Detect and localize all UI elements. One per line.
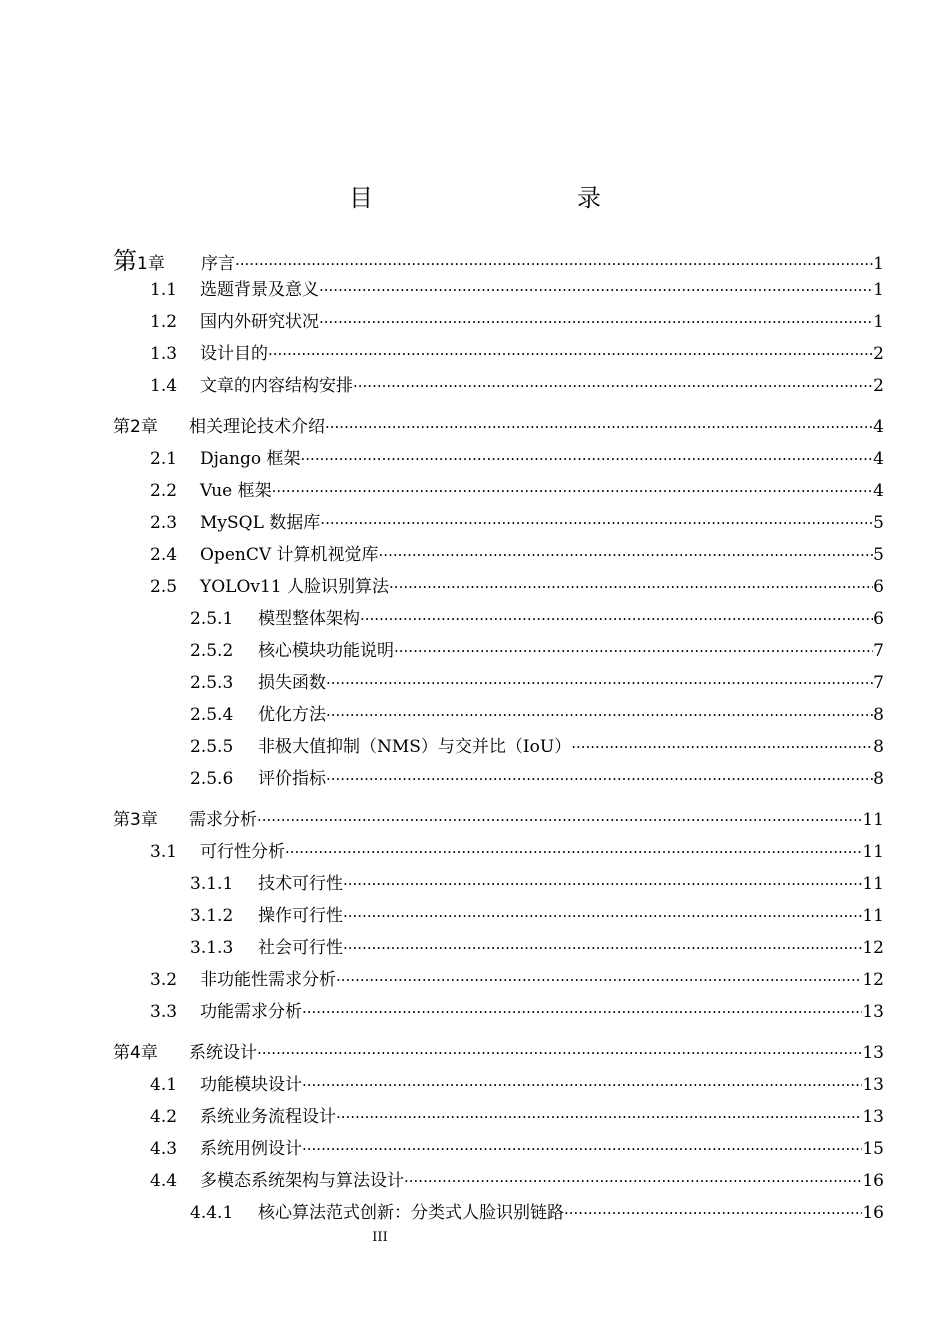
toc-entry-page-number: 8 [873, 737, 884, 757]
toc-entry-page-number: 11 [862, 810, 884, 830]
toc-subsection-entry[interactable] [190, 767, 884, 791]
toc-entry-page-number: 1 [873, 312, 884, 332]
toc-subsection-entry[interactable] [190, 607, 884, 631]
toc-entry-page-number: 11 [862, 874, 884, 894]
toc-entry-number: 3.1.3 [190, 938, 234, 958]
toc-dot-leader [285, 840, 862, 864]
toc-dot-leader [326, 767, 873, 791]
toc-subsection-entry[interactable] [190, 872, 884, 896]
toc-entry-page-number: 5 [873, 513, 884, 533]
toc-subsection-entry[interactable] [190, 639, 884, 663]
toc-dot-leader [326, 671, 873, 695]
toc-chapter-entry[interactable] [113, 808, 884, 832]
toc-dot-leader [326, 703, 873, 727]
toc-entry-title: 需求分析 [189, 810, 257, 830]
toc-dot-leader [389, 575, 873, 599]
toc-dot-leader [301, 447, 874, 471]
toc-entry-number: 2.2 [150, 481, 178, 501]
toc-entry-number: 4.4.1 [190, 1203, 234, 1223]
toc-entry-number: 3.1.2 [190, 906, 234, 926]
toc-dot-leader [571, 735, 873, 759]
toc-entry-number: 1.2 [150, 312, 178, 332]
toc-entry-number: 4.1 [150, 1075, 178, 1095]
toc-entry-title: 模型整体架构 [258, 609, 360, 629]
toc-entry-title: 评价指标 [258, 769, 326, 789]
toc-entry-title: 设计目的 [200, 344, 268, 364]
toc-dot-leader [319, 310, 873, 334]
toc-entry-title: 国内外研究状况 [200, 312, 319, 332]
toc-dot-leader [343, 872, 862, 896]
toc-entry-title: Vue 框架 [200, 481, 272, 501]
toc-subsection-entry[interactable] [190, 735, 884, 759]
toc-section-entry[interactable] [150, 575, 884, 599]
toc-dot-leader [302, 1073, 862, 1097]
toc-dot-leader [268, 342, 873, 366]
toc-entry-page-number: 13 [862, 1075, 884, 1095]
toc-entry-page-number: 13 [862, 1107, 884, 1127]
toc-entry-title: 核心算法范式创新：分类式人脸识别链路 [258, 1203, 564, 1223]
toc-dot-leader [302, 1137, 862, 1161]
toc-entry-number: 2.5.1 [190, 609, 234, 629]
toc-entry-page-number: 8 [873, 705, 884, 725]
toc-entry-page-number: 16 [862, 1171, 884, 1191]
toc-entry-number: 2.5.5 [190, 737, 234, 757]
toc-subsection-entry[interactable] [190, 904, 884, 928]
toc-dot-leader [394, 639, 873, 663]
toc-entry-number: 2.5.6 [190, 769, 234, 789]
toc-chapter-entry[interactable] [113, 1041, 884, 1065]
toc-dot-leader [564, 1201, 862, 1225]
toc-entry-page-number: 13 [862, 1002, 884, 1022]
toc-entry-number: 4.3 [150, 1139, 178, 1159]
toc-subsection-entry[interactable] [190, 703, 884, 727]
toc-dot-leader [319, 278, 873, 302]
toc-entry-number: 3.2 [150, 970, 178, 990]
toc-entry-title: 非极大值抑制（NMS）与交并比（IoU） [258, 737, 572, 757]
toc-dot-leader [336, 1105, 862, 1129]
toc-entry-number: 2.5.4 [190, 705, 234, 725]
toc-entry-title: Django 框架 [200, 449, 301, 469]
toc-entry-page-number: 1 [873, 280, 884, 300]
toc-section-entry[interactable] [150, 543, 884, 567]
toc-entry-title: 损失函数 [258, 673, 326, 693]
toc-entry-number: 2.5.3 [190, 673, 234, 693]
toc-entry-title: 社会可行性 [258, 938, 343, 958]
toc-dot-leader [343, 904, 862, 928]
toc-dot-leader [379, 543, 874, 567]
toc-entry-page-number: 7 [873, 641, 884, 661]
toc-section-entry[interactable] [150, 1105, 884, 1129]
toc-section-entry[interactable] [150, 278, 884, 302]
toc-entry-title: 文章的内容结构安排 [200, 376, 353, 396]
toc-entry-title: 相关理论技术介绍 [189, 417, 325, 437]
toc-chapter-entry[interactable] [113, 249, 884, 273]
toc-section-entry[interactable] [150, 1073, 884, 1097]
toc-section-entry[interactable] [150, 310, 884, 334]
toc-entry-number: 2.5 [150, 577, 178, 597]
toc-section-entry[interactable] [150, 968, 884, 992]
toc-entry-title: 非功能性需求分析 [200, 970, 336, 990]
toc-entry-title: MySQL 数据库 [200, 513, 321, 533]
toc-entry-page-number: 6 [873, 609, 884, 629]
toc-entry-page-number: 12 [862, 970, 884, 990]
toc-dot-leader [360, 607, 873, 631]
toc-section-entry[interactable] [150, 1000, 884, 1024]
toc-dot-leader [343, 936, 862, 960]
toc-entry-page-number: 4 [873, 481, 884, 501]
toc-entry-title: 选题背景及意义 [200, 280, 319, 300]
toc-entry-number: 2.3 [150, 513, 178, 533]
toc-entry-title: 可行性分析 [200, 842, 285, 862]
toc-entry-number: 1.3 [150, 344, 178, 364]
toc-entry-title: 核心模块功能说明 [258, 641, 394, 661]
toc-entry-page-number: 1 [873, 254, 884, 274]
toc-entry-number: 2.4 [150, 545, 178, 565]
toc-entry-page-number: 12 [862, 938, 884, 958]
toc-entry-number: 2.1 [150, 449, 178, 469]
toc-entry-title: 技术可行性 [258, 874, 343, 894]
toc-entry-title: 系统设计 [189, 1043, 257, 1063]
toc-entry-number: 2.5.2 [190, 641, 234, 661]
toc-entry-page-number: 11 [862, 906, 884, 926]
toc-entry-page-number: 16 [862, 1203, 884, 1223]
toc-subsection-entry[interactable] [190, 1201, 884, 1225]
toc-chapter-entry[interactable] [113, 415, 884, 439]
toc-entry-title: 系统用例设计 [200, 1139, 302, 1159]
toc-entry-number: 第2章 [113, 417, 158, 437]
toc-entry-page-number: 11 [862, 842, 884, 862]
toc-dot-leader [302, 1000, 862, 1024]
toc-entry-title: YOLOv11 人脸识别算法 [200, 577, 390, 597]
toc-dot-leader [257, 1041, 862, 1065]
toc-section-entry[interactable] [150, 840, 884, 864]
toc-entry-page-number: 4 [873, 417, 884, 437]
toc-entry-number: 4.4 [150, 1171, 178, 1191]
toc-entry-page-number: 2 [873, 344, 884, 364]
page-number-footer: III [372, 1230, 388, 1245]
toc-entry-page-number: 4 [873, 449, 884, 469]
toc-entry-title: 多模态系统架构与算法设计 [200, 1171, 404, 1191]
toc-entry-title: 优化方法 [258, 705, 326, 725]
toc-section-entry[interactable] [150, 1137, 884, 1161]
toc-entry-title: 序言 [201, 254, 235, 274]
toc-entry-number: 第1章 [113, 247, 165, 275]
toc-entry-page-number: 5 [873, 545, 884, 565]
toc-entry-title: OpenCV 计算机视觉库 [200, 545, 379, 565]
toc-entry-title: 操作可行性 [258, 906, 343, 926]
toc-dot-leader [272, 479, 874, 503]
toc-entry-number: 第3章 [113, 810, 158, 830]
toc-entry-number: 4.2 [150, 1107, 178, 1127]
toc-section-entry[interactable] [150, 479, 884, 503]
toc-dot-leader [235, 252, 873, 276]
toc-subsection-entry[interactable] [190, 671, 884, 695]
toc-entry-number: 3.1.1 [190, 874, 234, 894]
toc-entry-number: 第4章 [113, 1043, 158, 1063]
toc-entry-page-number: 2 [873, 376, 884, 396]
toc-section-entry[interactable] [150, 511, 884, 535]
toc-entry-number: 1.4 [150, 376, 178, 396]
toc-dot-leader [320, 511, 873, 535]
toc-entry-title: 功能需求分析 [200, 1002, 302, 1022]
toc-dot-leader [325, 415, 873, 439]
toc-dot-leader [336, 968, 862, 992]
toc-dot-leader [404, 1169, 862, 1193]
toc-section-entry[interactable] [150, 447, 884, 471]
toc-title: 目 录 [349, 184, 653, 212]
toc-entry-title: 系统业务流程设计 [200, 1107, 336, 1127]
toc-section-entry[interactable] [150, 342, 884, 366]
toc-entry-page-number: 6 [873, 577, 884, 597]
toc-section-entry[interactable] [150, 374, 884, 398]
toc-subsection-entry[interactable] [190, 936, 884, 960]
toc-section-entry[interactable] [150, 1169, 884, 1193]
toc-entry-number: 3.1 [150, 842, 178, 862]
toc-entry-page-number: 13 [862, 1043, 884, 1063]
toc-entry-page-number: 15 [862, 1139, 884, 1159]
toc-dot-leader [353, 374, 873, 398]
toc-entry-number: 1.1 [150, 280, 178, 300]
toc-dot-leader [257, 808, 862, 832]
toc-entry-title: 功能模块设计 [200, 1075, 302, 1095]
toc-entry-number: 3.3 [150, 1002, 178, 1022]
toc-entry-page-number: 8 [873, 769, 884, 789]
toc-entry-page-number: 7 [873, 673, 884, 693]
